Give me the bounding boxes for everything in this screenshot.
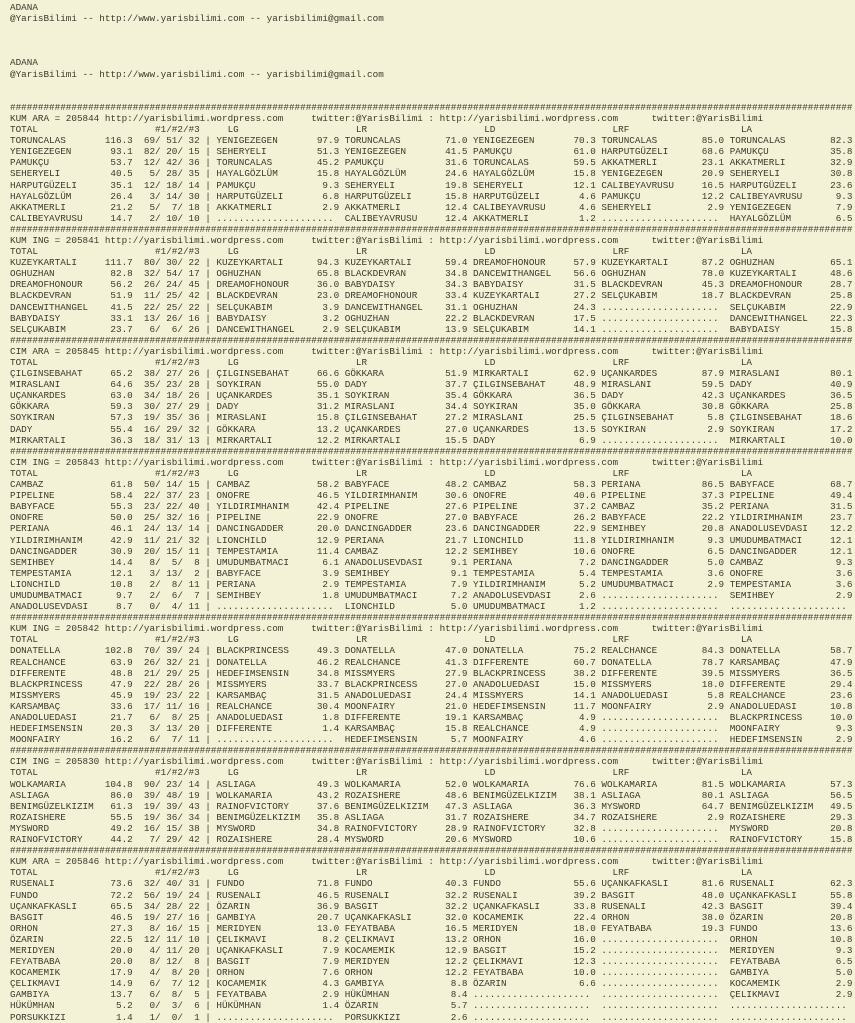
city-line: ADANA bbox=[10, 57, 38, 69]
separator-line: ####################################################################################################################################################### bbox=[10, 612, 853, 624]
table-row: HAYALGÖZLÜM 26.4 3/ 14/ 30 | HARPUTGÜZELI 6.8 HARPUTGÜZELI 15.8 HARPUTGÜZELI 4.6 PAMUKÇU 12.2 CALIBEYAVRUSU 9.3 bbox=[10, 190, 853, 202]
separator-line: ####################################################################################################################################################### bbox=[10, 223, 853, 235]
section-title: KUM ING = 205841 http://yarisbilimi.wordpress.com twitter:@YarisBilimi : http://yarisbilimi.wordpress.com twitter:@YarisBilimi bbox=[10, 234, 764, 246]
column-header: TOTAL #1/#2/#3 LG LR LD LRF LA bbox=[10, 867, 753, 879]
table-row: ORHON 27.3 8/ 16/ 15 | MERIDYEN 13.0 FEYATBABA 16.5 MERIDYEN 18.0 FEYATBABA 19.3 FUNDO 13.6 bbox=[10, 922, 853, 934]
table-row: BABYDAISY 33.1 13/ 26/ 16 | BABYDAISY 3.2 OGHUZHAN 22.2 BLACKDEVRAN 17.5 ..................... DANCEWITHANGEL 22.3 bbox=[10, 312, 853, 324]
table-row: LIONCHILD 10.8 2/ 8/ 11 | PERIANA 2.9 TEMPESTAMIA 7.9 YILDIRIMHANIM 5.2 UMUDUMBATMACI 2.9 TEMPESTAMIA 3.6 bbox=[10, 578, 853, 590]
table-row: MIRASLANI 64.6 35/ 23/ 28 | SOYKIRAN 55.0 DADY 37.7 ÇILGINSEBAHAT 48.9 MIRASLANI 59.5 DADY 40.9 bbox=[10, 379, 853, 391]
table-row: DANCINGADDER 30.9 20/ 15/ 11 | TEMPESTAMIA 11.4 CAMBAZ 12.2 SEMIHBEY 10.6 ONOFRE 6.5 DANCINGADDER 12.1 bbox=[10, 545, 853, 557]
table-row: GÖKKARA 59.3 30/ 27/ 29 | DADY 31.2 MIRASLANI 34.4 SOYKIRAN 35.0 GÖKKARA 30.8 GÖKKARA 25.8 bbox=[10, 401, 853, 413]
city-line: ADANA bbox=[10, 2, 38, 13]
table-row: TORUNCALAS 116.3 69/ 51/ 32 | YENIGEZEGEN 97.9 TORUNCALAS 71.0 YENIGEZEGEN 70.3 TORUNCALAS 85.0 TORUNCALAS 82.3 bbox=[10, 135, 853, 147]
section-title: CIM ARA = 205845 http://yarisbilimi.wordpress.com twitter:@YarisBilimi : http://yarisbilimi.wordpress.com twitter:@YarisBilimi bbox=[10, 345, 764, 357]
section-title: KUM ARA = 205844 http://yarisbilimi.wordpress.com twitter:@YarisBilimi : http://yarisbilimi.wordpress.com twitter:@YarisBilimi bbox=[10, 112, 764, 124]
table-row: HARPUTGÜZELI 35.1 12/ 18/ 14 | PAMUKÇU 9.3 SEHERYELI 19.8 SEHERYELI 12.1 CALIBEYAVRUSU 16.5 HARPUTGÜZELI 23.6 bbox=[10, 179, 853, 191]
race-sections bbox=[10, 102, 855, 1023]
table-row: UÇANKAFKASLI 65.5 34/ 28/ 22 | ÖZARIN 36.9 BASGIT 32.2 UÇANKAFKASLI 33.8 RUSENALI 42.3 BASGIT 39.4 bbox=[10, 900, 853, 912]
table-row: FEYATBABA 20.0 8/ 12/ 8 | BASGIT 7.9 MERIDYEN 12.2 ÇELIKMAVI 12.3 ..................... FEYATBABA 6.5 bbox=[10, 956, 853, 968]
table-row: OGHUZHAN 82.8 32/ 54/ 17 | OGHUZHAN 65.8 BLACKDEVRAN 34.8 DANCEWITHANGEL 56.6 OGHUZHAN 78.0 KUZEYKARTALI 48.6 bbox=[10, 268, 853, 280]
table-row: ÖZARIN 22.5 12/ 11/ 10 | ÇELIKMAVI 8.2 ÇELIKMAVI 13.2 ORHON 16.0 ..................... ORHON 10.8 bbox=[10, 933, 853, 945]
table-row: HEDEFIMSENSIN 20.3 3/ 13/ 20 | DIFFERENTE 1.4 KARSAMBAÇ 15.8 REALCHANCE 4.9 ..................... MOONFAIRY 9.3 bbox=[10, 723, 853, 735]
table-row: PAMUKÇU 53.7 12/ 42/ 36 | TORUNCALAS 45.2 PAMUKÇU 31.6 TORUNCALAS 59.5 AKKATMERLI 23.1 AKKATMERLI 32.9 bbox=[10, 157, 853, 169]
table-row: ASLIAGA 86.0 39/ 48/ 19 | WOLKAMARIA 43.2 ROZAISHERE 48.6 BENIMGÜZELKIZIM 38.1 ASLIAGA 80.1 ASLIAGA 56.5 bbox=[10, 789, 853, 801]
table-row: ANADOLUEDASI 21.7 6/ 8/ 25 | ANADOLUEDASI 1.8 DIFFERENTE 19.1 KARSAMBAÇ 4.9 ..................... BLACKPRINCESS 10.0 bbox=[10, 712, 853, 723]
table-row: PIPELINE 58.4 22/ 37/ 23 | ONOFRE 46.5 YILDIRIMHANIM 30.6 ONOFRE 40.6 PIPELINE 37.3 PIPELINE 49.4 bbox=[10, 490, 853, 502]
table-row: UÇANKARDES 63.0 34/ 18/ 26 | UÇANKARDES 35.1 SOYKIRAN 35.4 GÖKKARA 36.5 DADY 42.3 UÇANKARDES 36.5 bbox=[10, 390, 853, 402]
table-row: FUNDO 72.2 56/ 19/ 24 | RUSENALI 46.5 RUSENALI 32.2 RUSENALI 39.2 BASGIT 48.0 UÇANKAFKASLI 55.8 bbox=[10, 889, 853, 901]
table-row: KOCAMEMIK 17.9 4/ 8/ 20 | ORHON 7.6 ORHON 12.2 FEYATBABA 10.0 ..................... GAMBIYA 5.0 bbox=[10, 967, 853, 979]
column-header: TOTAL #1/#2/#3 LG LR LD LRF LA bbox=[10, 467, 753, 479]
table-row: ANADOLUSEVDASI 8.7 0/ 4/ 11 | ..................... LIONCHILD 5.0 UMUDUMBATMACI 1.2 ..................... ..................... bbox=[10, 601, 847, 613]
table-row: SEMIHBEY 14.4 8/ 5/ 8 | UMUDUMBATMACI 6.1 ANADOLUSEVDASI 9.1 PERIANA 7.2 DANCINGADDER 5.0 CAMBAZ 9.3 bbox=[10, 556, 853, 568]
separator-line: ####################################################################################################################################################### bbox=[10, 845, 853, 857]
table-row: WOLKAMARIA 104.8 90/ 23/ 14 | ASLIAGA 49.3 WOLKAMARIA 52.0 WOLKAMARIA 76.6 WOLKAMARIA 81.5 WOLKAMARIA 57.3 bbox=[10, 778, 853, 790]
table-row: DREAMOFHONOUR 56.2 26/ 24/ 45 | DREAMOFHONOUR 36.0 BABYDAISY 34.3 BABYDAISY 31.5 BLACKDEVRAN 45.3 DREAMOFHONOUR 28.7 bbox=[10, 279, 853, 291]
table-row: KUZEYKARTALI 111.7 80/ 30/ 22 | KUZEYKARTALI 94.3 KUZEYKARTALI 59.4 DREAMOFHONOUR 57.9 KUZEYKARTALI 87.2 OGHUZHAN 65.1 bbox=[10, 257, 853, 269]
table-row: YENIGEZEGEN 93.1 82/ 20/ 15 | SEHERYELI 51.3 YENIGEZEGEN 41.5 PAMUKÇU 61.0 HARPUTGÜZELI 68.6 PAMUKÇU 35.8 bbox=[10, 146, 853, 158]
table-row: PORSUKKIZI 1.4 1/ 0/ 1 | ..................... PORSUKKIZI 2.6 ..................... ..................... ..................... bbox=[10, 1011, 847, 1023]
table-row: DONATELLA 102.8 70/ 39/ 24 | BLACKPRINCESS 49.3 DONATELLA 47.0 DONATELLA 75.2 REALCHANCE 84.3 DONATELLA 58.7 bbox=[10, 645, 853, 657]
table-row: BENIMGÜZELKIZIM 61.3 19/ 39/ 43 | RAINOFVICTORY 37.6 BENIMGÜZELKIZIM 47.3 ASLIAGA 36.3 MYSWORD 64.7 BENIMGÜZELKIZIM 49.5 bbox=[10, 800, 853, 812]
table-row: YILDIRIMHANIM 42.9 11/ 21/ 32 | LIONCHILD 12.9 PERIANA 21.7 LIONCHILD 11.8 YILDIRIMHANIM 9.3 UMUDUMBATMACI 12.1 bbox=[10, 534, 853, 546]
table-row: RUSENALI 73.6 32/ 40/ 31 | FUNDO 71.8 FUNDO 40.3 FUNDO 55.6 UÇANKAFKASLI 81.6 RUSENALI 62.3 bbox=[10, 878, 853, 890]
blank-line bbox=[10, 80, 855, 91]
table-row: MIRKARTALI 36.3 18/ 31/ 13 | MIRKARTALI 12.2 MIRKARTALI 15.5 DADY 6.9 ..................... MIRKARTALI 10.0 bbox=[10, 434, 853, 446]
table-row: SEHERYELI 40.5 5/ 28/ 35 | HAYALGÖZLÜM 15.8 HAYALGÖZLÜM 24.6 HAYALGÖZLÜM 15.8 YENIGEZEGEN 20.9 SEHERYELI 30.8 bbox=[10, 168, 853, 180]
table-row: CALIBEYAVRUSU 14.7 2/ 10/ 10 | ..................... CALIBEYAVRUSU 12.4 AKKATMERLI 1.2 ..................... HAYALGÖZLÜM 6.5 bbox=[10, 212, 853, 224]
separator-line: ####################################################################################################################################################### bbox=[10, 334, 853, 346]
blank-line bbox=[10, 24, 855, 35]
separator-line: ####################################################################################################################################################### bbox=[10, 745, 853, 757]
table-row: AKKATMERLI 21.2 5/ 7/ 18 | AKKATMERLI 2.9 AKKATMERLI 12.4 CALIBEYAVRUSU 4.6 SEHERYELI 2.9 YENIGEZEGEN 7.9 bbox=[10, 201, 853, 213]
table-row: REALCHANCE 63.9 26/ 32/ 21 | DONATELLA 46.2 REALCHANCE 41.3 DIFFERENTE 60.7 DONATELLA 78.7 KARSAMBAÇ 47.9 bbox=[10, 656, 853, 668]
table-row: BLACKPRINCESS 47.9 22/ 28/ 26 | MISSMYERS 33.7 BLACKPRINCESS 27.0 ANADOLUEDASI 15.0 MISSMYERS 18.0 DIFFERENTE 29.4 bbox=[10, 678, 853, 690]
blank-line bbox=[10, 91, 855, 102]
table-row: MISSMYERS 45.9 19/ 23/ 22 | KARSAMBAÇ 31.5 ANADOLUEDASI 24.4 MISSMYERS 14.1 ANADOLUEDASI 5.8 REALCHANCE 23.6 bbox=[10, 689, 853, 701]
table-row: ÇILGINSEBAHAT 65.2 38/ 27/ 26 | ÇILGINSEBAHAT 66.6 GÖKKARA 51.9 MIRKARTALI 62.9 UÇANKARDES 87.9 MIRASLANI 80.1 bbox=[10, 368, 853, 380]
blank-line bbox=[10, 46, 855, 57]
table-row: ONOFRE 50.0 25/ 32/ 16 | PIPELINE 22.9 ONOFRE 27.0 BABYFACE 26.2 BABYFACE 22.2 YILDIRIMHANIM 23.7 bbox=[10, 512, 853, 524]
table-row: SELÇUKABIM 23.7 6/ 6/ 26 | DANCEWITHANGEL 2.9 SELÇUKABIM 13.9 SELÇUKABIM 14.1 ..................... BABYDAISY 15.8 bbox=[10, 323, 853, 335]
separator-line: ####################################################################################################################################################### bbox=[10, 101, 853, 113]
column-header: TOTAL #1/#2/#3 LG LR LD LRF LA bbox=[10, 246, 753, 258]
table-row: DADY 55.4 16/ 29/ 32 | GÖKKARA 13.2 UÇANKARDES 27.0 UÇANKARDES 13.5 SOYKIRAN 2.9 SOYKIRAN 17.2 bbox=[10, 423, 853, 435]
section-title: KUM ING = 205842 http://yarisbilimi.wordpress.com twitter:@YarisBilimi : http://yarisbilimi.wordpress.com twitter:@YarisBilimi bbox=[10, 623, 764, 635]
table-row: MOONFAIRY 16.2 6/ 7/ 11 | ..................... HEDEFIMSENSIN 5.7 MOONFAIRY 4.6 ..................... HEDEFIMSENSIN 2.9 bbox=[10, 734, 853, 746]
table-row: ROZAISHERE 55.5 19/ 36/ 34 | BENIMGÜZELKIZIM 35.8 ASLIAGA 31.7 ROZAISHERE 34.7 ROZAISHERE 2.9 ROZAISHERE 29.3 bbox=[10, 811, 853, 823]
section-title: KUM ARA = 205846 http://yarisbilimi.wordpress.com twitter:@YarisBilimi : http://yarisbilimi.wordpress.com twitter:@YarisBilimi bbox=[10, 856, 764, 868]
section-title: CIM ING = 205843 http://yarisbilimi.wordpress.com twitter:@YarisBilimi : http://yarisbilimi.wordpress.com twitter:@YarisBilimi bbox=[10, 456, 764, 468]
column-header: TOTAL #1/#2/#3 LG LR LD LRF LA bbox=[10, 767, 753, 779]
section-title: CIM ING = 205830 http://yarisbilimi.wordpress.com twitter:@YarisBilimi : http://yarisbilimi.wordpress.com twitter:@YarisBilimi bbox=[10, 756, 764, 768]
table-row: ÇELIKMAVI 14.9 6/ 7/ 12 | KOCAMEMIK 4.3 GAMBIYA 8.8 ÖZARIN 6.6 ..................... KOCAMEMIK 2.9 bbox=[10, 978, 853, 990]
table-row: BASGIT 46.5 19/ 27/ 16 | GAMBIYA 20.7 UÇANKAFKASLI 32.0 KOCAMEMIK 22.4 ORHON 38.0 ÖZARIN 20.8 bbox=[10, 911, 853, 923]
table-row: KARSAMBAÇ 33.6 17/ 11/ 16 | REALCHANCE 30.4 MOONFAIRY 21.0 HEDEFIMSENSIN 11.7 MOONFAIRY 2.9 ANADOLUEDASI 10.8 bbox=[10, 700, 853, 712]
contact-line: @YarisBilimi -- http://www.yarisbilimi.com -- yarisbilimi@gmail.com bbox=[10, 13, 384, 25]
column-header: TOTAL #1/#2/#3 LG LR LD LRF LA bbox=[10, 357, 753, 368]
table-row: UMUDUMBATMACI 9.7 2/ 6/ 7 | SEMIHBEY 1.8 UMUDUMBATMACI 7.2 ANADOLUSEVDASI 2.6 ..................... SEMIHBEY 2.9 bbox=[10, 589, 853, 601]
table-row: RAINOFVICTORY 44.2 7/ 29/ 42 | ROZAISHERE 28.4 MYSWORD 20.6 MYSWORD 10.6 ..................... RAINOFVICTORY 15.8 bbox=[10, 834, 853, 846]
column-header: TOTAL #1/#2/#3 LG LR LD LRF LA bbox=[10, 124, 753, 136]
contact-line: @YarisBilimi -- http://www.yarisbilimi.com -- yarisbilimi@gmail.com bbox=[10, 68, 384, 80]
table-row: BABYFACE 55.3 23/ 22/ 40 | YILDIRIMHANIM 42.4 PIPELINE 27.6 PIPELINE 37.2 CAMBAZ 35.2 PERIANA 31.5 bbox=[10, 501, 853, 513]
table-row: SOYKIRAN 57.3 19/ 35/ 36 | MIRASLANI 15.8 ÇILGINSEBAHAT 27.2 MIRASLANI 25.5 ÇILGINSEBAHAT 5.8 ÇILGINSEBAHAT 18.6 bbox=[10, 412, 853, 424]
table-row: DIFFERENTE 48.8 21/ 29/ 25 | HEDEFIMSENSIN 34.8 MISSMYERS 27.9 BLACKPRINCESS 38.2 DIFFERENTE 39.5 MISSMYERS 36.5 bbox=[10, 667, 853, 679]
blank-line bbox=[10, 35, 855, 46]
table-row: MYSWORD 49.2 16/ 15/ 38 | MYSWORD 34.8 RAINOFVICTORY 28.9 RAINOFVICTORY 32.8 ..................... MYSWORD 20.8 bbox=[10, 822, 853, 834]
table-row: CAMBAZ 61.8 50/ 14/ 15 | CAMBAZ 58.2 BABYFACE 48.2 CAMBAZ 58.3 PERIANA 86.5 BABYFACE 68.7 bbox=[10, 479, 853, 491]
separator-line: ####################################################################################################################################################### bbox=[10, 445, 853, 457]
column-header: TOTAL #1/#2/#3 LG LR LD LRF LA bbox=[10, 634, 753, 646]
table-row: TEMPESTAMIA 12.1 3/ 13/ 2 | BABYFACE 3.9 SEMIHBEY 9.1 TEMPESTAMIA 5.4 TEMPESTAMIA 3.6 ONOFRE 3.6 bbox=[10, 567, 853, 579]
table-row: HÜKÜMHAN 5.2 0/ 3/ 6 | HÜKÜMHAN 1.4 ÖZARIN 5.7 ..................... ..................... ..................... bbox=[10, 1000, 847, 1012]
table-row: MERIDYEN 20.0 4/ 11/ 20 | UÇANKAFKASLI 7.9 KOCAMEMIK 12.9 BASGIT 15.2 ..................... MERIDYEN 9.3 bbox=[10, 944, 853, 956]
table-row: DANCEWITHANGEL 41.5 22/ 25/ 22 | SELÇUKABIM 3.9 DANCEWITHANGEL 31.1 OGHUZHAN 24.3 ..................... SELÇUKABIM 22.9 bbox=[10, 301, 853, 313]
table-row: GAMBIYA 13.7 6/ 8/ 5 | FEYATBABA 2.9 HÜKÜMHAN 8.4 ..................... ..................... ÇELIKMAVI 2.9 bbox=[10, 989, 853, 1001]
table-row: BLACKDEVRAN 51.9 11/ 25/ 42 | BLACKDEVRAN 23.0 DREAMOFHONOUR 33.4 KUZEYKARTALI 27.2 SELÇUKABIM 18.7 BLACKDEVRAN 25.8 bbox=[10, 290, 853, 302]
table-row: PERIANA 46.1 24/ 13/ 14 | DANCINGADDER 20.0 DANCINGADDER 23.6 DANCINGADDER 22.9 SEMIHBEY 20.8 ANADOLUSEVDASI 12.2 bbox=[10, 523, 853, 535]
